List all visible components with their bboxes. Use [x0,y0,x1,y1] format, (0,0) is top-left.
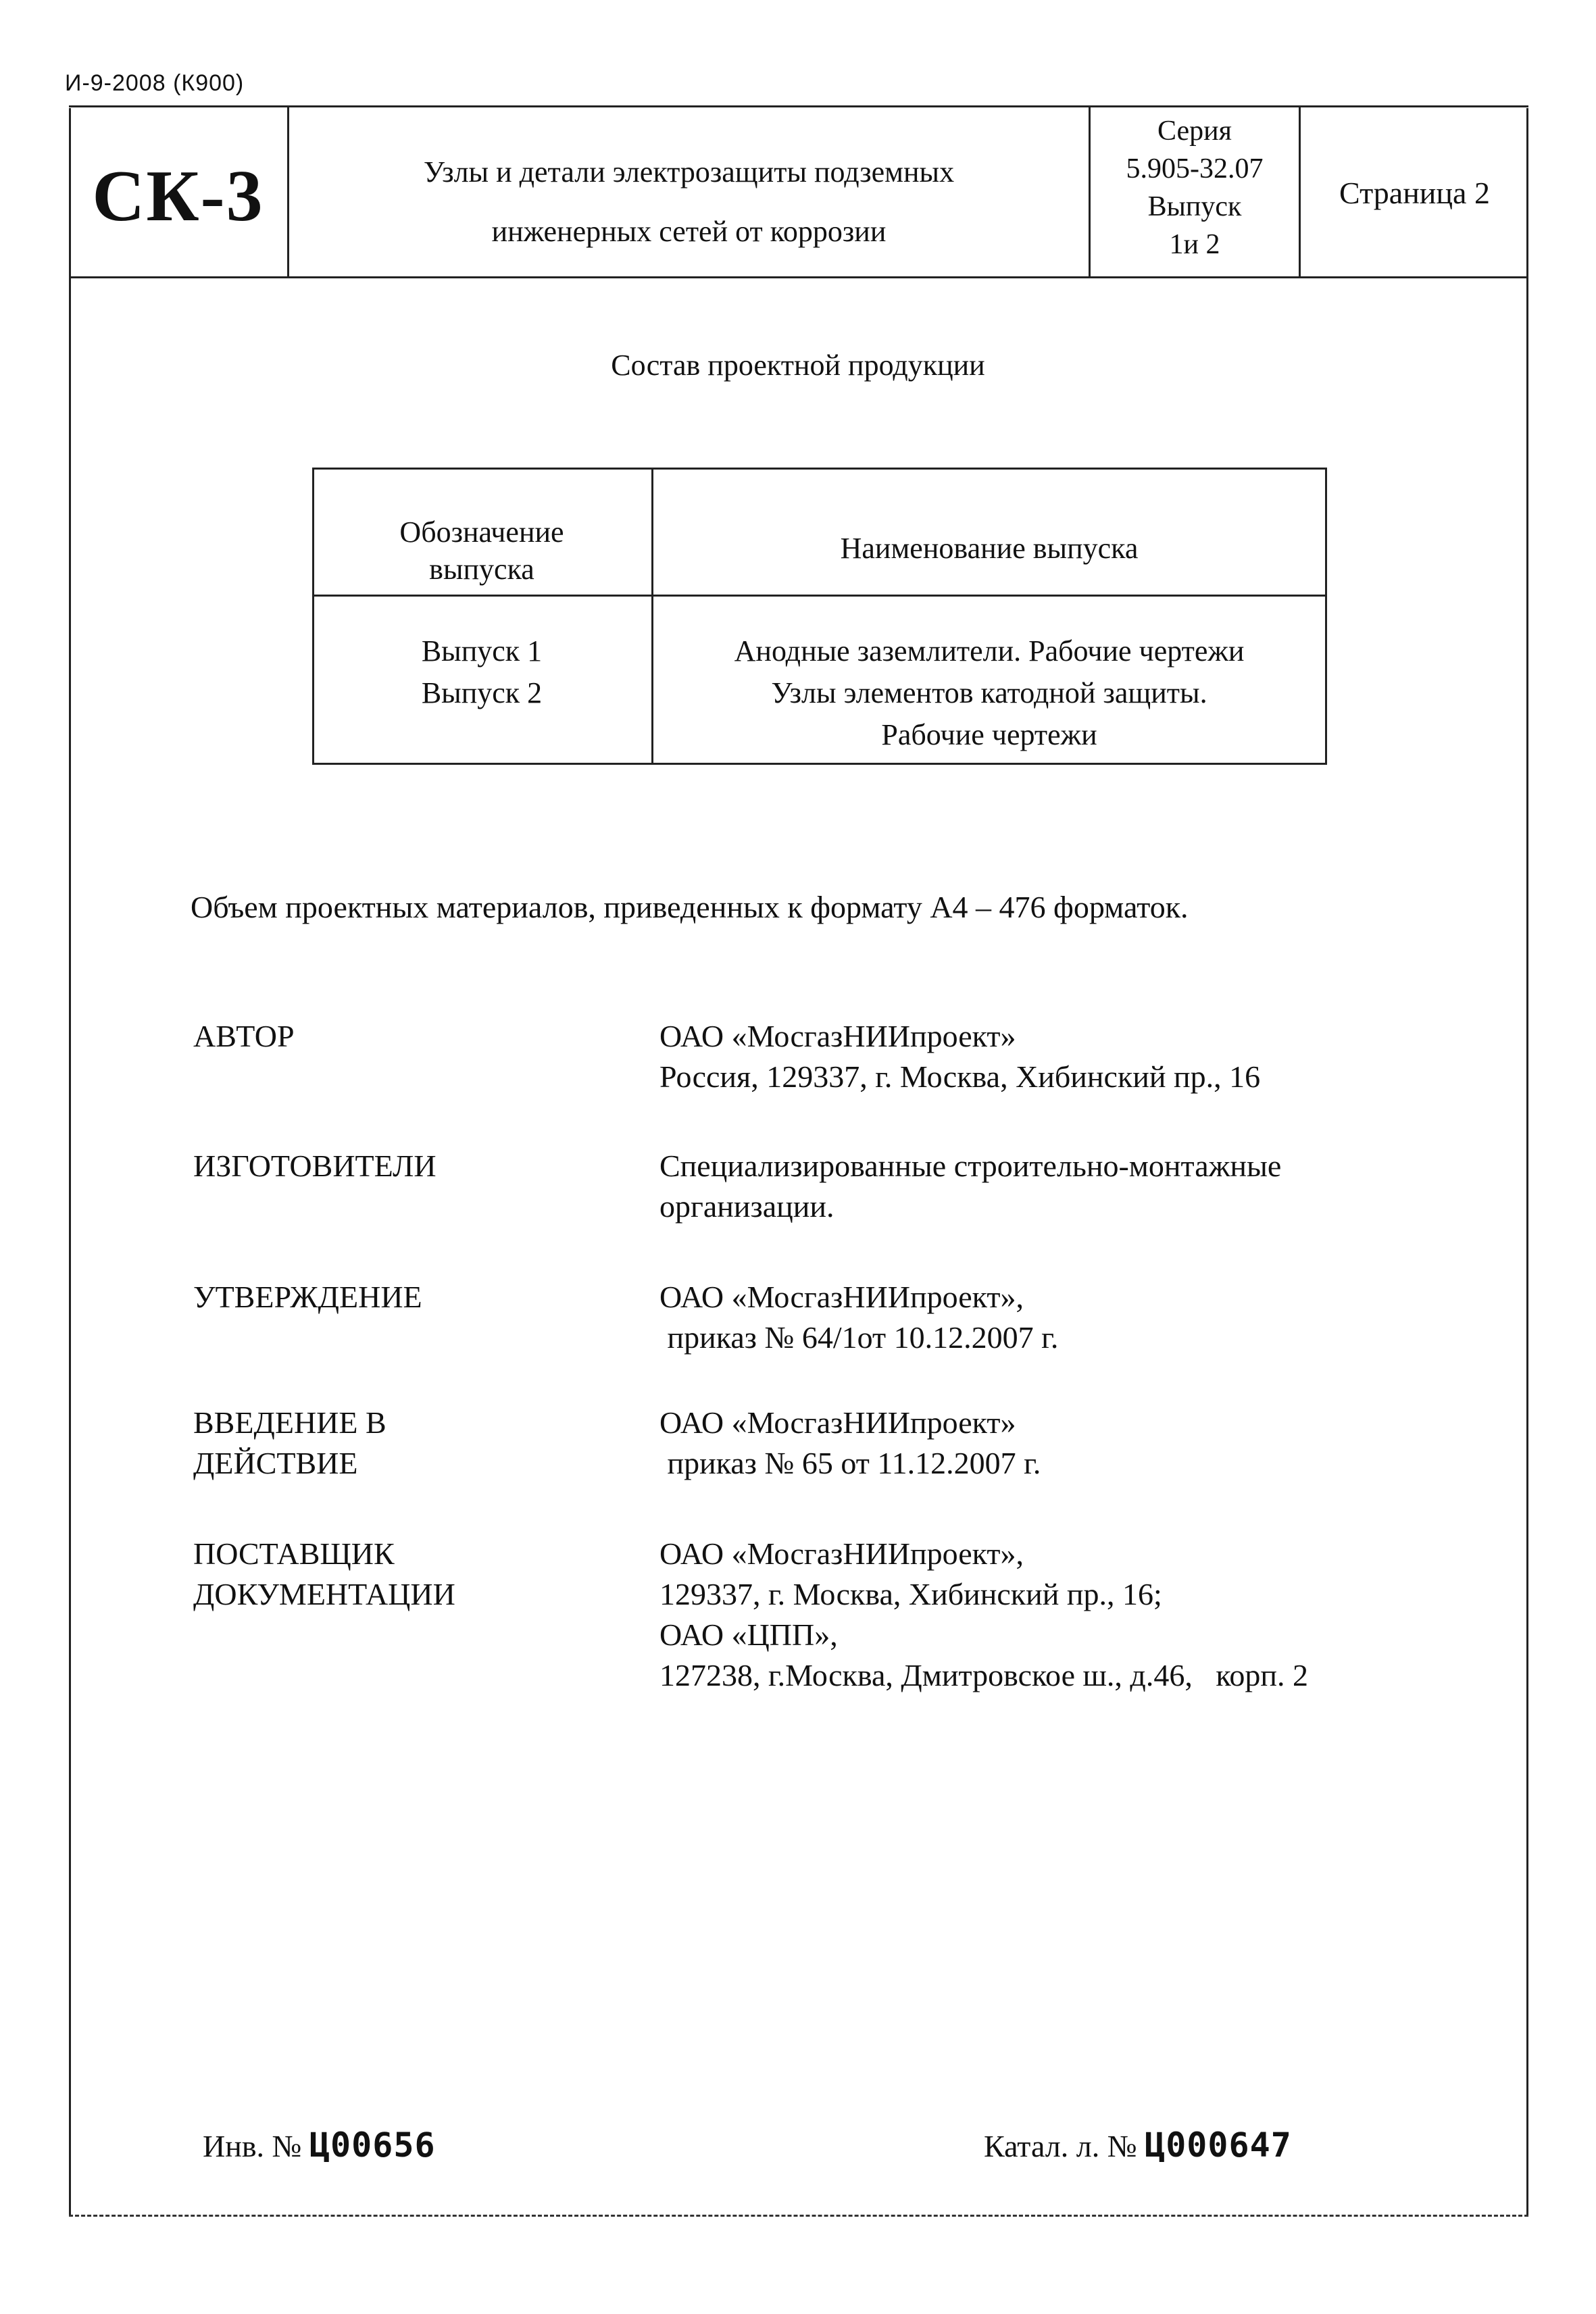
series-number: 5.905-32.07 [1126,153,1264,184]
series-cell [1091,107,1301,276]
approval-org: ОАО «МосгазНИИпроект», [659,1280,1024,1314]
table-row-1-designation: Выпуск 1 [421,634,543,668]
issue-label: Выпуск [1147,191,1242,222]
approval-label: УТВЕРЖДЕНИЕ [193,1280,422,1314]
enactment-label-line-1: ВВЕДЕНИЕ В [193,1405,386,1440]
author-org: ОАО «МосгазНИИпроект» [659,1019,1016,1053]
manufacturers-line-2: организации. [659,1189,834,1224]
table-header-designation-line-2: выпуска [429,553,534,586]
table-header-divider [312,595,1327,597]
issue-value: 1и 2 [1169,229,1220,260]
enactment-label-line-2: ДЕЙСТВИЕ [193,1446,358,1480]
supplier-line-3: ОАО «ЦПП», [659,1617,838,1652]
code-cell [69,107,289,276]
inventory-number [203,2126,436,2165]
author-address: Россия, 129337, г. Москва, Хибинский пр., 16 [659,1059,1261,1094]
catalog-label: Катал. л. № [984,2129,1137,2163]
page-cell [1301,107,1528,276]
table-bottom-border [312,763,1327,765]
enactment-org: ОАО «МосгазНИИпроект» [659,1405,1016,1440]
approval-order: приказ № 64/1от 10.12.2007 г. [659,1320,1059,1355]
supplier-line-1: ОАО «МосгазНИИпроект», [659,1536,1024,1571]
title-cell [289,107,1091,276]
title-block [69,105,1528,278]
manufacturers-label: ИЗГОТОВИТЕЛИ [193,1149,437,1183]
catalog-number [984,2126,1292,2165]
author-label: АВТОР [193,1019,295,1053]
frame-right-border [1526,108,1528,2216]
table-row-1-name: Анодные заземлители. Рабочие чертежи [734,634,1245,668]
frame-bottom-border [69,2215,1528,2217]
table-right-border [1325,468,1327,765]
volume-statement: Объем проектных материалов, приведенных к формату А4 – 476 форматок. [191,890,1189,924]
table-row-2-designation: Выпуск 2 [421,676,543,709]
supplier-label-line-2: ДОКУМЕНТАЦИИ [193,1577,455,1611]
table-header-designation-line-1: Обозначение [399,515,564,549]
title-line-2: инженерных сетей от коррозии [491,215,887,248]
table-top-border [312,468,1327,470]
document-code: И-9-2008 (К900) [65,70,245,96]
supplier-label-line-1: ПОСТАВЩИК [193,1536,395,1571]
title-line-1: Узлы и детали электрозащиты подземных [423,155,955,188]
table-row-2-name-line-1: Узлы элементов катодной защиты. [771,676,1207,709]
inventory-label: Инв. № [203,2129,302,2163]
manufacturers-line-1: Специализированные строительно-монтажные [659,1149,1282,1183]
inventory-value: Ц00656 [309,2126,436,2165]
series-label: Серия [1157,116,1232,147]
section-title: Состав проектной продукции [611,349,985,382]
document-series-code: СК-3 [92,156,264,236]
table-row-2-name-line-2: Рабочие чертежи [881,718,1097,751]
supplier-line-4: 127238, г.Москва, Дмитровское ш., д.46, корп. 2 [659,1658,1308,1692]
supplier-line-2: 129337, г. Москва, Хибинский пр., 16; [659,1577,1162,1611]
enactment-order: приказ № 65 от 11.12.2007 г. [659,1446,1041,1480]
issues-table [312,468,1327,765]
page-number: Страница 2 [1339,176,1490,210]
table-header-name: Наименование выпуска [840,532,1139,565]
frame-left-border [69,108,71,2216]
catalog-value: Ц000647 [1145,2126,1292,2165]
